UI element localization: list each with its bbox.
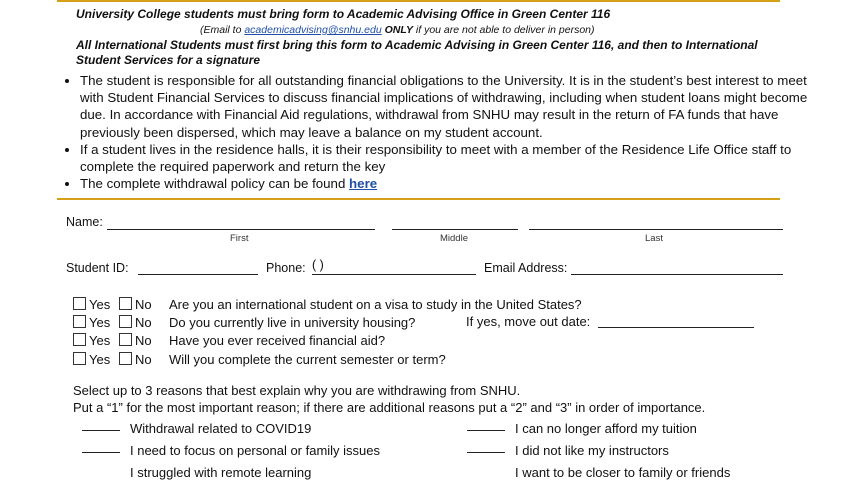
phone-label: Phone: (266, 261, 306, 275)
last-name-field[interactable] (529, 229, 783, 230)
withdrawal-policy-text: The complete withdrawal policy can be found (80, 176, 350, 192)
reason-label: I need to focus on personal or family issues (130, 443, 381, 458)
no-option[interactable] (119, 296, 169, 314)
middle-name-field[interactable] (392, 229, 518, 230)
email-address-field[interactable] (571, 274, 783, 275)
question-text: Will you complete the current semester or term? (169, 352, 446, 367)
move-out-date-label: If yes, move out date: (466, 314, 591, 329)
yes-option[interactable] (73, 296, 119, 314)
reasons-ranking-instruction: Put a “1” for the most important reason; if there are additional reasons put a “2” and “3” in order of importance. (73, 400, 706, 415)
email-instruction (200, 24, 595, 36)
no-label: No (135, 315, 152, 330)
first-name-field[interactable] (107, 229, 375, 230)
move-out-date-field[interactable] (598, 327, 754, 328)
policy-notes (60, 72, 810, 192)
reason-label: I struggled with remote learning (130, 465, 312, 480)
no-option[interactable] (119, 314, 169, 332)
name-label: Name: (66, 215, 103, 229)
question-text: Are you an international student on a visa to study in the United States? (169, 297, 582, 312)
student-id-field[interactable] (138, 274, 258, 275)
rank-field[interactable] (82, 430, 120, 431)
phone-field[interactable] (312, 274, 476, 275)
reason-label: I can no longer afford my tuition (515, 421, 697, 436)
no-label: No (135, 352, 152, 367)
rank-field[interactable] (467, 430, 505, 431)
checkbox-icon[interactable] (119, 315, 132, 328)
no-option[interactable] (119, 332, 169, 350)
student-id-label: Student ID: (66, 261, 129, 275)
email-instruction-pre: (Email to (200, 24, 245, 36)
question-text: Have you ever received financial aid? (169, 333, 386, 348)
yes-label: Yes (89, 333, 111, 348)
reasons-intro: Select up to 3 reasons that best explain why you are withdrawing from SNHU. (73, 383, 521, 398)
checkbox-icon[interactable] (119, 352, 132, 365)
no-label: No (135, 333, 152, 348)
top-divider (57, 0, 780, 2)
rank-field[interactable] (467, 452, 505, 453)
reason-remote-learning (82, 465, 311, 480)
yes-option[interactable] (73, 351, 119, 369)
first-name-caption: First (230, 233, 249, 244)
yes-label: Yes (89, 315, 111, 330)
question-text: Do you currently live in university housing? (169, 315, 416, 330)
question-row-housing (73, 314, 415, 332)
question-row-complete-term (73, 351, 446, 369)
reason-covid (82, 421, 311, 436)
rank-field[interactable] (82, 452, 120, 453)
reason-tuition (467, 421, 697, 436)
question-row-international (73, 296, 582, 314)
reason-label: I want to be closer to family or friends (515, 465, 731, 480)
yes-label: Yes (89, 297, 111, 312)
no-label: No (135, 297, 152, 312)
yes-option[interactable] (73, 314, 119, 332)
checkbox-icon[interactable] (73, 352, 86, 365)
reason-label: I did not like my instructors (515, 443, 669, 458)
last-name-caption: Last (645, 233, 663, 244)
middle-name-caption: Middle (440, 233, 468, 244)
email-label: Email Address: (484, 261, 568, 275)
financial-obligation-note: • The student is responsible for all outstanding financial obligations to the University. It is in the student’s best interest to meet with Student Financial Services to discuss financial implications of withdrawing, including when student loans might become due. In accordance with Financial Aid regulations, withdrawal from SNHU may result in the return of FA funds that have previously been dispersed, which may leave a balance on my student account. (80, 72, 810, 141)
residence-halls-note: • If a student lives in the residence halls, it is their responsibility to meet with a member of the Residence Life Office staff to complete the required paperwork and return the key (80, 141, 810, 175)
advising-email-link[interactable]: academicadvising@snhu.edu (244, 24, 382, 36)
question-row-financial-aid (73, 332, 385, 350)
no-option[interactable] (119, 351, 169, 369)
reason-label: Withdrawal related to COVID19 (130, 421, 312, 436)
phone-area-code: ( ) (312, 258, 324, 272)
yes-option[interactable] (73, 332, 119, 350)
email-instruction-only: ONLY (381, 24, 413, 36)
reason-personal-issues (82, 443, 380, 458)
university-college-instruction: University College students must bring form to Academic Advising Office in Green Center 116 (76, 7, 611, 21)
reason-family-friends (467, 465, 730, 480)
checkbox-icon[interactable] (73, 297, 86, 310)
yes-label: Yes (89, 352, 111, 367)
checkbox-icon[interactable] (119, 297, 132, 310)
withdrawal-policy-note (80, 175, 810, 192)
checkbox-icon[interactable] (73, 315, 86, 328)
reason-instructors (467, 443, 669, 458)
international-students-instruction: All International Students must first bring this form to Academic Advising in Green Center 116, and then to International Student Services for a signature (76, 38, 758, 67)
withdrawal-policy-link[interactable]: here (349, 176, 378, 192)
section-divider (57, 198, 780, 200)
email-instruction-post: if you are not able to deliver in person) (412, 24, 595, 36)
checkbox-icon[interactable] (119, 333, 132, 346)
checkbox-icon[interactable] (73, 333, 86, 346)
